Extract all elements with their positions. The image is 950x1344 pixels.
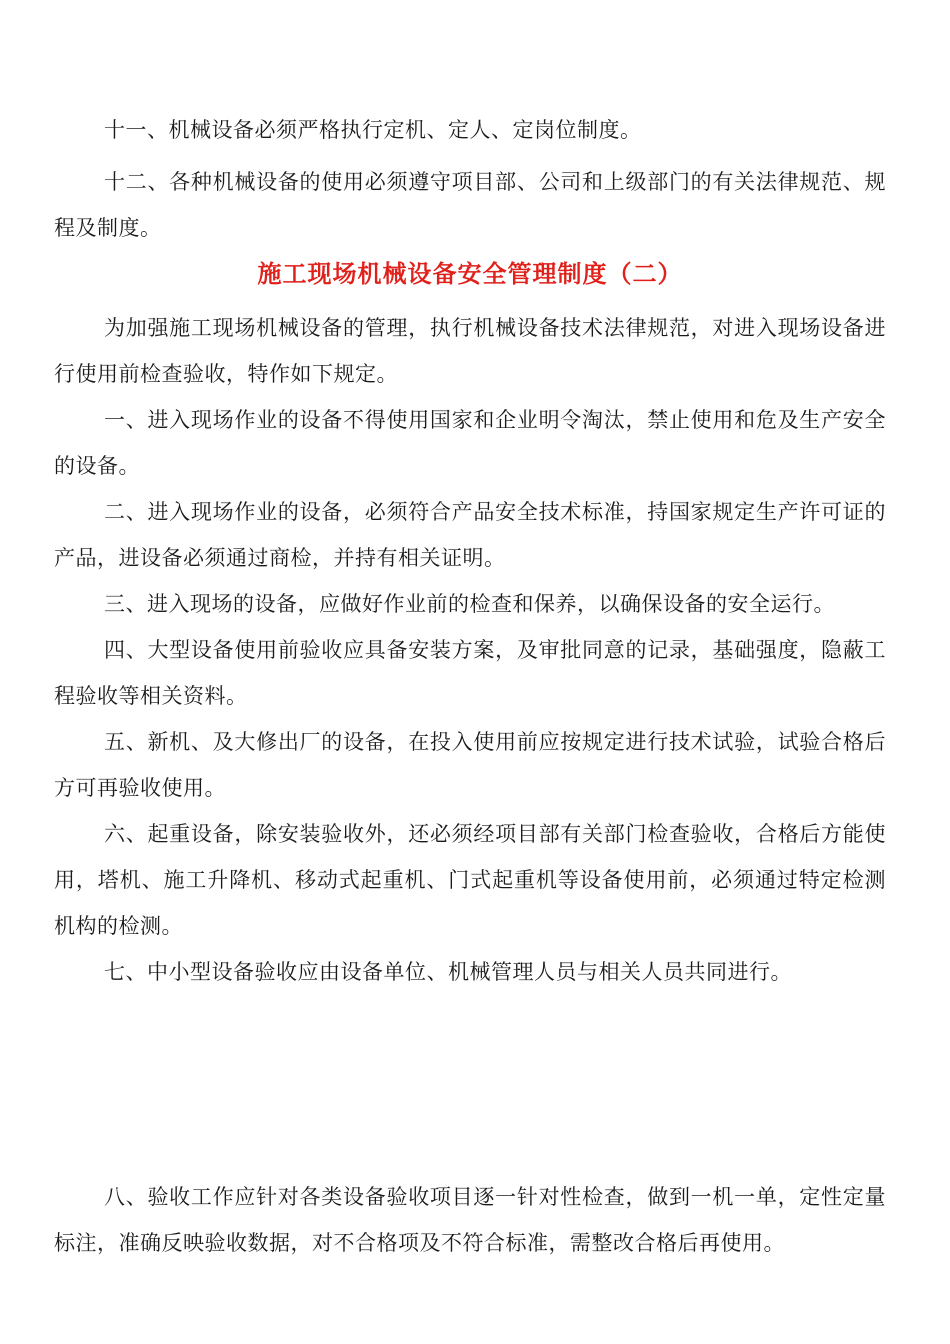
- rule-1: 一、进入现场作业的设备不得使用国家和企业明令淘汰，禁止使用和危及生产安全的设备。: [54, 408, 886, 478]
- paragraph-11: 十一、机械设备必须严格执行定机、定人、定岗位制度。: [104, 118, 642, 142]
- rule-4: 四、大型设备使用前验收应具备安装方案，及审批同意的记录，基础强度，隐蔽工程验收等相关资料。: [54, 638, 886, 708]
- paragraph-12: 十二、各种机械设备的使用必须遵守项目部、公司和上级部门的有关法律规范、规程及制度。: [54, 170, 886, 240]
- document-title: 施工现场机械设备安全管理制度（二）: [257, 259, 683, 288]
- rule-8: 八、验收工作应针对各类设备验收项目逐一针对性检查，做到一机一单，定性定量标注，准确反映验收数据，对不合格项及不符合标准，需整改合格后再使用。: [54, 1185, 886, 1255]
- rule-2: 二、进入现场作业的设备，必须符合产品安全技术标准，持国家规定生产许可证的产品，进设备必须通过商检，并持有相关证明。: [54, 500, 886, 570]
- rule-7: 七、中小型设备验收应由设备单位、机械管理人员与相关人员共同进行。: [104, 960, 792, 984]
- rule-6: 六、起重设备，除安装验收外，还必须经项目部有关部门检查验收，合格后方能使用，塔机、施工升降机、移动式起重机、门式起重机等设备使用前，必须通过特定检测机构的检测。: [54, 822, 886, 938]
- rule-3: 三、进入现场的设备，应做好作业前的检查和保养，以确保设备的安全运行。: [104, 592, 835, 616]
- rule-5: 五、新机、及大修出厂的设备，在投入使用前应按规定进行技术试验，试验合格后方可再验收使用。: [54, 730, 886, 800]
- intro-paragraph: 为加强施工现场机械设备的管理，执行机械设备技术法律规范，对进入现场设备进行使用前检查验收，特作如下规定。: [54, 316, 886, 386]
